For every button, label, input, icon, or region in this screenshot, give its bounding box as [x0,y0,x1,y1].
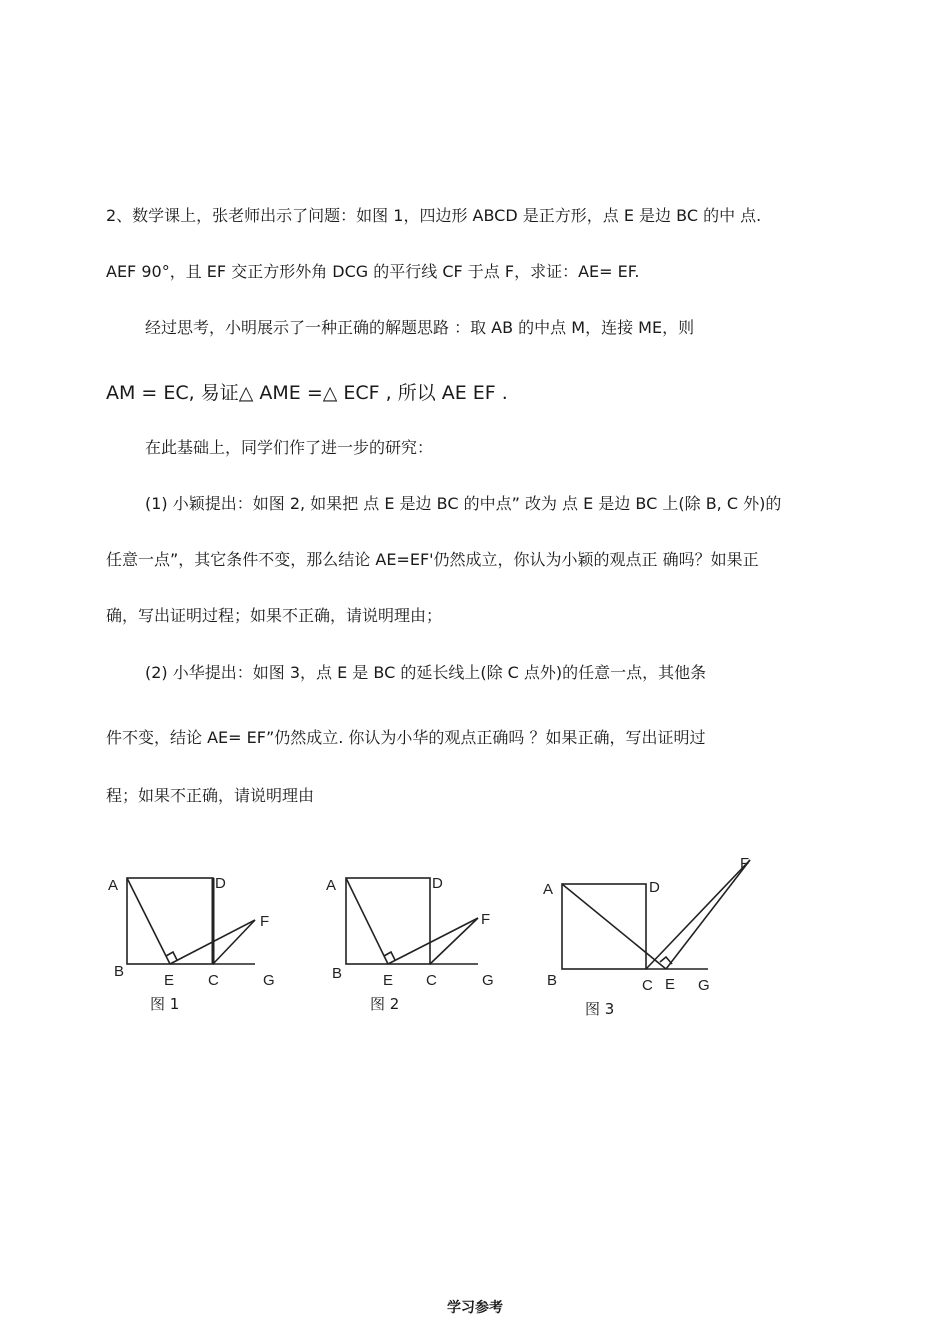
problem-line-8: 确，写出证明过程；如果不正确，请说明理由； [106,606,443,625]
fig3-label-c: C [642,977,653,994]
fig2-label-d: D [432,875,443,892]
fig2-label-e: E [383,972,394,989]
fig3-label-f: F [740,855,750,872]
fig3-seg-ae [562,884,666,969]
fig2-square [346,878,430,964]
figure-1 [127,878,255,964]
fig3-label-a: A [543,881,554,898]
fig1-seg-cf [213,920,255,964]
fig2-label-g: G [482,972,494,989]
fig3-seg-cf [646,860,750,969]
fig2-label-c: C [426,972,437,989]
fig1-label-c: C [208,972,219,989]
fig3-caption: 图 3 [585,1000,615,1018]
fig2-caption: 图 2 [370,995,400,1013]
figure-2 [346,878,478,964]
fig2-label-b: B [332,965,343,982]
fig3-label-d: D [649,879,660,896]
fig2-seg-ae [346,878,388,964]
problem-line-10: 件不变，结论 AE= EF”仍然成立. 你认为小华的观点正确吗 ？如果正确，写出证明过 [106,728,706,747]
problem-line-3: 经过思考，小明展示了一种正确的解题思路 ：取 AB 的中点 M，连接 ME，则 [145,318,695,337]
problem-line-4: AM = EC, 易证△ AME =△ ECF , 所以 AE EF . [106,382,508,404]
fig3-label-b: B [547,972,558,989]
fig1-square [127,878,213,964]
fig1-label-f: F [260,913,270,930]
fig2-label-f: F [481,911,491,928]
problem-line-5: 在此基础上，同学们作了进一步的研究： [145,438,434,457]
fig3-square [562,884,646,969]
fig1-label-a: A [108,877,119,894]
problem-line-6: (1) 小颖提出：如图 2, 如果把 点 E 是边 BC 的中点” 改为 点 E 是边 BC 上(除 B, C 外)的 [145,494,782,513]
fig1-label-g: G [263,972,275,989]
figure-3 [562,860,750,969]
fig1-label-d: D [215,875,226,892]
problem-line-9: (2) 小华提出：如图 3，点 E 是 BC 的延长线上(除 C 点外)的任意一点，其他条 [145,663,707,682]
fig1-label-b: B [114,963,125,980]
fig3-label-g: G [698,977,710,994]
fig3-right-angle [660,957,672,964]
problem-line-2: AEF 90°，且 EF 交正方形外角 DCG 的平行线 CF 于点 F，求证：AE= EF. [106,262,640,281]
problem-line-11: 程；如果不正确，请说明理由 [106,786,315,805]
problem-line-1: 2、数学课上，张老师出示了问题：如图 1，四边形 ABCD 是正方形，点 E 是边 BC 的中 点. [106,206,762,225]
footer-text: 学习参考 [447,1300,503,1316]
fig2-label-a: A [326,877,337,894]
fig2-seg-cf [430,918,478,964]
problem-line-7: 任意一点”，其它条件不变，那么结论 AE=EF'仍然成立，你认为小颖的观点正 确吗？如果正 [106,550,759,569]
fig1-label-e: E [164,972,175,989]
fig2-seg-ef [388,918,478,964]
fig3-seg-ef [666,860,750,969]
fig3-label-e: E [665,976,676,993]
fig1-seg-ae [127,878,170,964]
fig1-caption: 图 1 [150,995,180,1013]
